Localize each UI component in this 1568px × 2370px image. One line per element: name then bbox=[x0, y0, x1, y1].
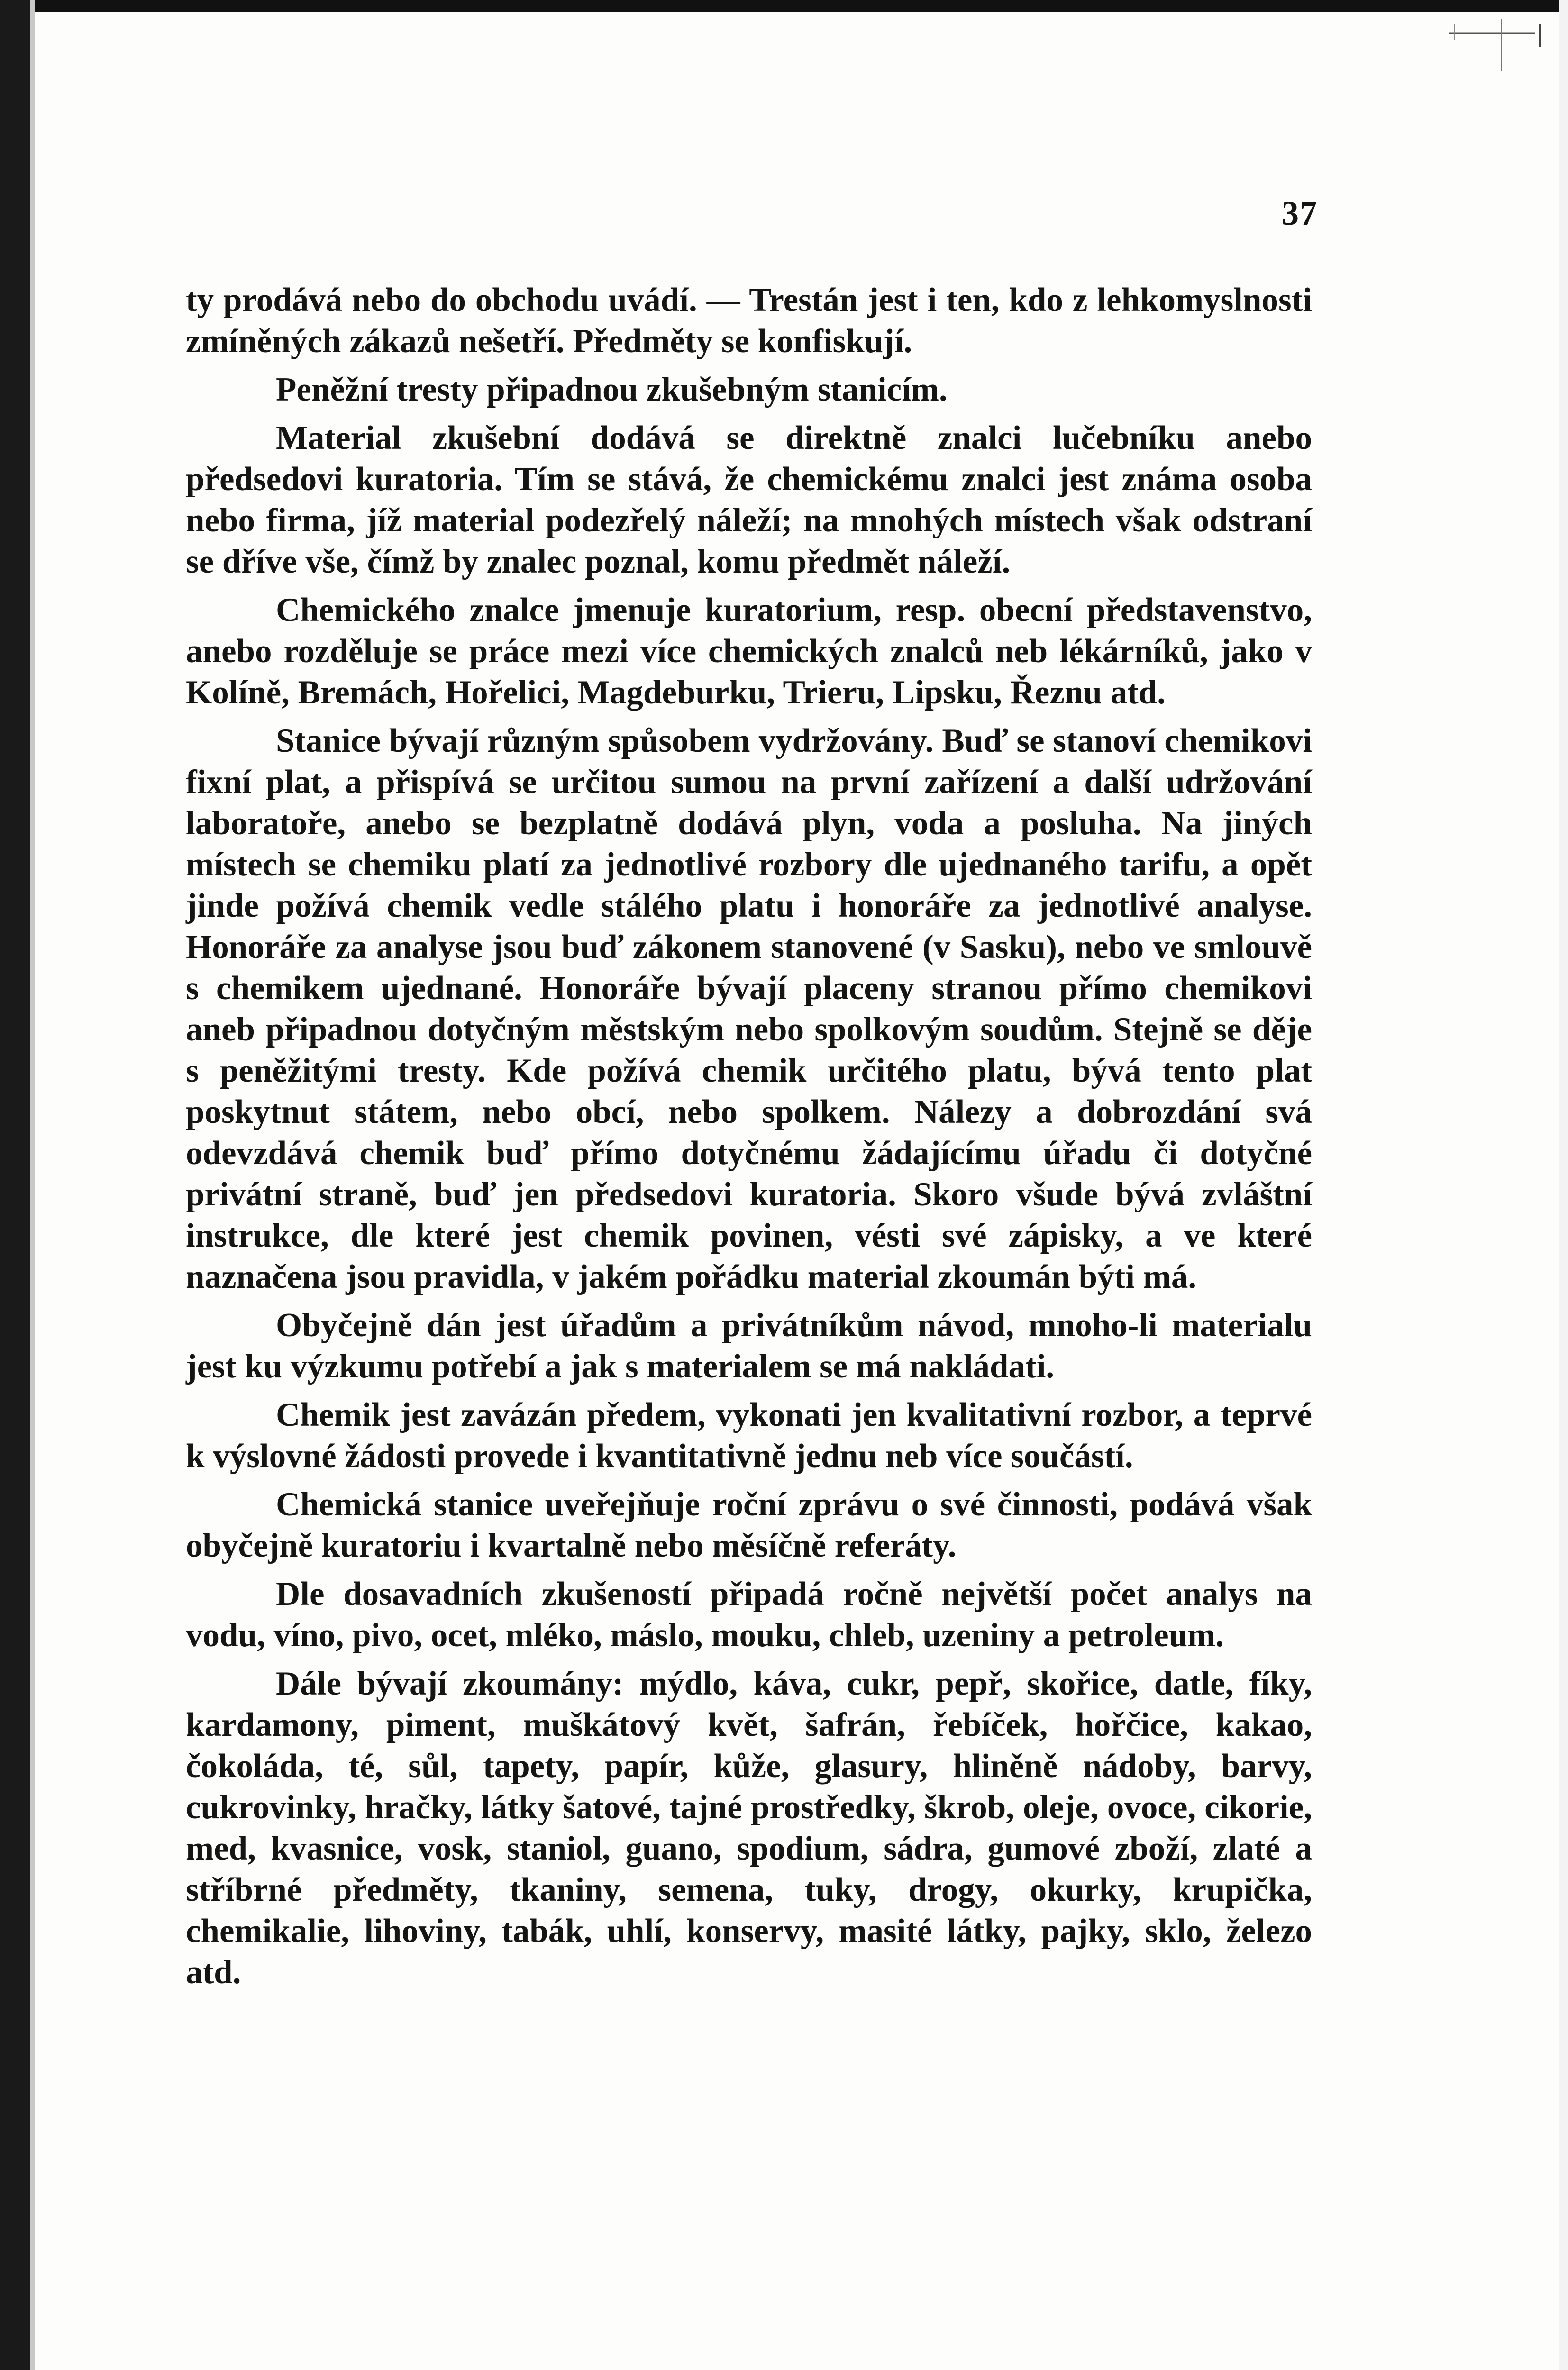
scan-border-top bbox=[30, 0, 1568, 12]
paragraph: Peněžní tresty připadnou zkušebným stanicím. bbox=[276, 371, 948, 408]
page-number: 37 bbox=[1282, 194, 1318, 232]
paragraph: Stanice bývají různým spůsobem vydržovány. Buď se stanoví chemikovi fixní plat, a přispívá se určitou sumou na první zařízení a další udržování laboratoře, anebo se bezplatně dodává plyn, voda a posluha. Na jiných místech se chemiku platí za jednotlivé rozbory dle ujednaného tarifu, a opět jinde požívá chemik vedle stálého platu i honoráře za jednotlivé analyse. Honoráře za analyse jsou buď zákonem stanovené (v Sasku), nebo ve smlouvě s chemikem ujednané. Honoráře bývají placeny stranou přímo chemikovi aneb připadnou dotyčným městským nebo spolkovým soudům. Stejně se děje s peněžitými tresty. Kde požívá chemik určitého platu, bývá tento plat poskytnut státem, nebo obcí, nebo spolkem. Nálezy a dobrozdání svá odevzdává chemik buď přímo dotyčnému žádajícímu úřadu či dotyčné privátní straně, buď jen předsedovi kuratoria. Skoro všude bývá zvláštní instrukce, dle které jest chemik povinen, vésti své zápisky, a ve které naznačena jsou pravidla, v jakém pořádku material zkoumán býti má. bbox=[186, 722, 1312, 1295]
paragraph: Chemického znalce jmenuje kuratorium, resp. obecní představenstvo, anebo rozděluje se práce mezi více chemických znalců neb lékárníků, jako v Kolíně, Bremách, Hořelici, Magdeburku, Trieru, Lipsku, Řeznu atd. bbox=[186, 592, 1312, 711]
paragraph: Chemik jest zavázán předem, vykonati jen kvalitativní rozbor, a teprvé k výslovné žádosti provede i kvantitativně jednu neb více součástí. bbox=[186, 1396, 1312, 1475]
paragraph: ty prodává nebo do obchodu uvádí. — Trestán jest i ten, kdo z lehkomyslnosti zmíněných zákazů nešetří. Předměty se konfiskují. bbox=[186, 282, 1312, 360]
paragraph: Obyčejně dán jest úřadům a privátníkům návod, mnoho-li materialu jest ku výzkumu potřebí a jak s materialem se má nakládati. bbox=[186, 1307, 1312, 1385]
crop-mark-icon bbox=[1440, 19, 1549, 76]
paragraph: Material zkušební dodává se direktně znalci lučebníku anebo předsedovi kuratoria. Tím se stává, že chemickému znalci jest známa osoba nebo firma, jíž material podezřelý náleží; na mnohých místech však odstraní se dříve vše, čímž by znalec poznal, komu předmět náleží. bbox=[186, 419, 1312, 580]
scan-border-left bbox=[0, 0, 30, 2370]
scan-border-right bbox=[1559, 0, 1568, 2370]
paragraph: Dle dosavadních zkušeností připadá ročně největší počet analys na vodu, víno, pivo, ocet, mléko, máslo, mouku, chleb, uzeniny a petroleum. bbox=[186, 1576, 1312, 1654]
paragraph: Chemická stanice uveřejňuje roční zprávu o své činnosti, podává však obyčejně kuratoriu i kvartalně nebo měsíčně referáty. bbox=[186, 1486, 1312, 1564]
body-text bbox=[186, 280, 1312, 2000]
scan-border-left-shadow bbox=[30, 0, 35, 2370]
paragraph: Dále bývají zkoumány: mýdlo, káva, cukr, pepř, skořice, datle, fíky, kardamony, piment, muškátový květ, šafrán, řebíček, hořčice, kakao, čokoláda, té, sůl, tapety, papír, kůže, glasury, hliněně nádoby, barvy, cukrovinky, hračky, látky šatové, tajné prostředky, škrob, oleje, ovoce, cikorie, med, kvasnice, vosk, staniol, guano, spodium, sádra, gumové zboží, zlaté a stříbrné předměty, tkaniny, semena, tuky, drogy, okurky, krupička, chemikalie, lihoviny, tabák, uhlí, konservy, masité látky, pajky, sklo, železo atd. bbox=[186, 1665, 1312, 1991]
